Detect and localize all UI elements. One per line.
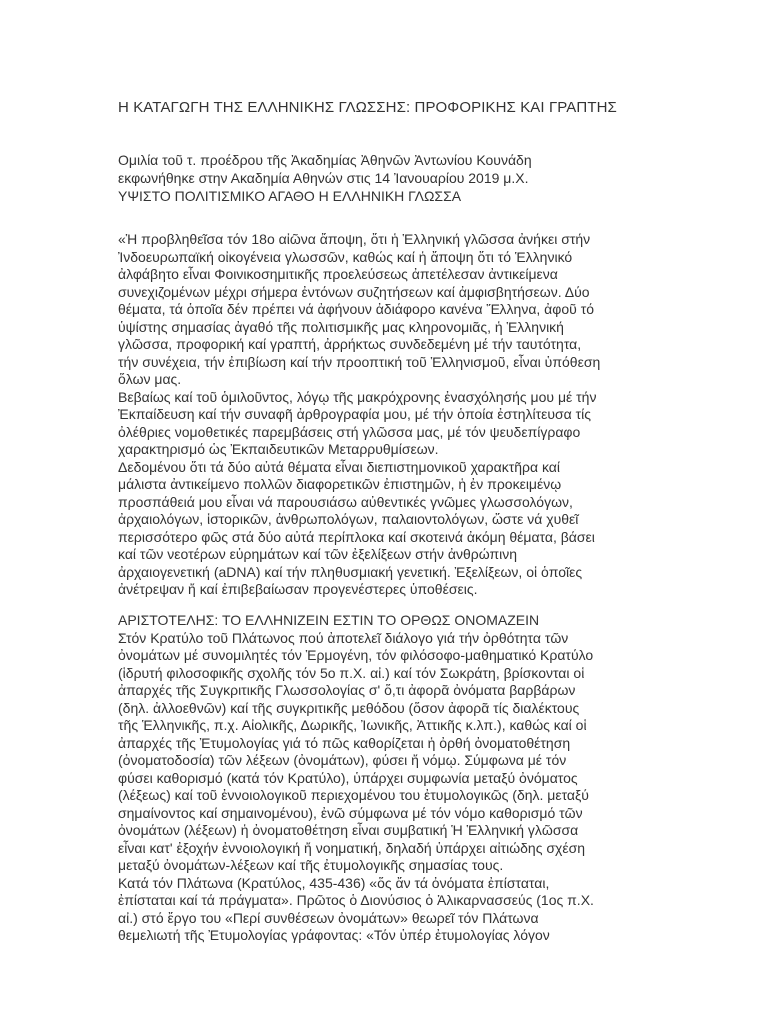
text-line: Στόν Κρατύλο τοῦ Πλάτωνος πού ἀποτελεῖ διάλογο γιά τήν ὀρθότητα τῶν xyxy=(118,629,569,646)
text-line: (ἱδρυτή φιλοσοφικῆς σχολῆς τόν 5ο π.Χ. αἰ.) καί τόν Σωκράτη, βρίσκονται οἱ xyxy=(118,664,585,681)
text-line: Ἰνδοευρωπαϊκή οἰκογένεια γλωσσῶν, καθώς καί ἡ ἄποψη ὅτι τό Ἑλληνικό xyxy=(118,248,573,265)
text-line: ἐπίσταται καί τά πράγματα». Πρῶτος ὁ Διονύσιος ὁ Ἁλικαρνασσεύς (1ος π.Χ. xyxy=(118,892,594,908)
text-line: καί τῶν νεοτέρων εὑρημάτων καί τῶν ἐξελίξεων στήν ἀνθρώπινη xyxy=(118,546,518,562)
text-line: χαρακτηρισμό ὡς Ἐκπαιδευτικῶν Μεταρρυθμίσεων. xyxy=(118,441,439,457)
text-line: ὀνομάτων (λέξεων) ἡ ὀνοματοθέτηση εἶναι συμβατική Ἡ Ἑλληνική γλῶσσα xyxy=(118,822,579,838)
text-line: (ὀνοματοδοσία) τῶν λέξεων (ὀνομάτων), φύσει ἤ νόμῳ. Σύμφωνα μέ τόν xyxy=(118,752,567,768)
text-line: εἶναι κατ' ἐξοχήν ἐννοιολογική ἤ νοηματική, δηλαδή ὑπάρχει αἰτιώδης σχέση xyxy=(118,839,586,856)
text-line: θεμελιωτή τῆς Ἐτυμολογίας γράφοντας: «Τόν ὑπέρ ἐτυμολογίας λόγον xyxy=(118,927,550,943)
intro-line: εκφωνήθηκε στην Ακαδημία Αθηνών στις 14 Ἰανουαρίου 2019 μ.Χ. xyxy=(118,170,529,186)
document-title: Η ΚΑΤΑΓΩΓΗ ΤΗΣ ΕΛΛΗΝΙΚΗΣ ΓΛΩΣΣΗΣ: ΠΡΟΦΟΡΙΚΗΣ ΚΑΙ ΓΡΑΠΤΗΣ xyxy=(118,99,617,116)
text-line: ἀλφάβητο εἶναι Φοινικοσημιτικῆς προελεύσεως ἀπετέλεσαν ἀντικείμενα xyxy=(118,266,558,282)
intro-subtitle: ΥΨΙΣΤΟ ΠΟΛΙΤΙΣΜΙΚΟ ΑΓΑΘΟ Η ΕΛΛΗΝΙΚΗ ΓΛΩΣΣΑ xyxy=(118,188,462,204)
text-line: μεταξύ ὀνομάτων-λέξεων καί τῆς ἐτυμολογικῆς σημασίας τους. xyxy=(118,857,504,873)
text-line: τήν συνέχεια, τήν ἐπιβίωση καί τήν προοπτική τοῦ Ἑλληνισμοῦ, εἶναι ὑπόθεση xyxy=(118,353,601,370)
text-line: (δηλ. ἀλλοεθνῶν) καί τῆς συγκριτικῆς μεθόδου (ὅσον ἀφορᾶ τίς διαλέκτους xyxy=(118,699,580,716)
text-line: Ἐκπαίδευση καί τήν συναφῆ ἀρθρογραφία μου, μέ τήν ὁποία ἐστηλίτευσα τίς xyxy=(118,406,592,422)
text-line: αἰ.) στό ἔργο του «Περί συνθέσεων ὀνομάτων» θεωρεῖ τόν Πλάτωνα xyxy=(118,909,539,926)
aristotle-section xyxy=(118,612,678,945)
text-line: ἀρχαιολόγων, ἱστορικῶν, ἀνθρωπολόγων, παλαιοντολόγων, ὥστε νά χυθεῖ xyxy=(118,511,579,527)
text-line: γλῶσσα, προφορική καί γραπτή, ἀρρήκτως συνδεδεμένη μέ τήν ταυτότητα, xyxy=(118,336,582,352)
text-line: ἀπαρχές τῆς Ἐτυμολογίας γιά τό πῶς καθορίζεται ἡ ὀρθή ὀνοματοθέτηση xyxy=(118,734,571,751)
intro-block xyxy=(118,151,678,205)
text-line: μάλιστα ἀντικείμενο πολλῶν διαφορετικῶν ἐπιστημῶν, ἡ ἐν προκειμένῳ xyxy=(118,476,562,492)
text-line: ὑψίστης σημασίας ἀγαθό τῆς πολιτισμικῆς μας κληρονομιᾶς, ἡ Ἑλληνική xyxy=(118,318,564,335)
text-line: ὀνομάτων μέ συνομιλητές τόν Ἑρμογένη, τόν φιλόσοφο-μαθηματικό Κρατύλο xyxy=(118,647,594,663)
text-line: θέματα, τά ὁποῖα δέν πρέπει νά ἀφήνουν ἀδιάφορο κανένα Ἕλληνα, ἀφοῦ τό xyxy=(118,301,595,317)
text-line: (λέξεως) καί τοῦ ἐννοιολογικοῦ περιεχομένου του ἐτυμολογικῶς (δηλ. μεταξύ xyxy=(118,787,589,803)
text-line: Κατά τόν Πλάτωνα (Κρατύλος, 435-436) «ὅς ἄν τά ὀνόματα ἐπίσταται, xyxy=(118,874,550,891)
text-line: ἀπαρχές τῆς Συγκριτικῆς Γλωσσολογίας σ' ὅ,τι ἀφορᾶ ὀνόματα βαρβάρων xyxy=(118,682,576,698)
text-line: ὀλέθριες νομοθετικές παρεμβάσεις στή γλῶσσα μας, μέ τόν ψευδεπίγραφο xyxy=(118,423,581,440)
text-line: ὅλων μας. xyxy=(118,371,182,387)
text-line: ἀρχαιογενετική (aDNA) καί τήν πληθυσμιακή γενετική. Ἐξελίξεων, οἱ ὁποῖες xyxy=(118,563,583,580)
text-line: Βεβαίως καί τοῦ ὁμιλοῦντος, λόγῳ τῆς μακρόχρονης ἐνασχόλησής μου μέ τήν xyxy=(118,388,597,405)
text-line: προσπάθειά μου εἶναι νά παρουσιάσω αὐθεντικές γνῶμες γλωσσολόγων, xyxy=(118,493,573,510)
section-heading: ΑΡΙΣΤΟΤΕΛΗΣ: ΤΟ ΕΛΛΗΝΙΖΕΙΝ ΕΣΤΙΝ ΤΟ ΟΡΘΩΣ ΟΝΟΜΑΖΕΙΝ xyxy=(118,612,540,628)
text-line: ἀνέτρεψαν ἤ καί ἐπιβεβαίωσαν προγενέστερες ὑποθέσεις. xyxy=(118,581,478,597)
text-line: συνεχιζομένων μέχρι σήμερα ἐντόνων συζητήσεων καί ἀμφισβητήσεων. Δύο xyxy=(118,283,590,300)
quote-paragraphs xyxy=(118,231,678,599)
text-line: τῆς Ἑλληνικῆς, π.χ. Αἰολικῆς, Δωρικῆς, Ἰωνικῆς, Ἀττικῆς κ.λπ.), καθώς καί οἱ xyxy=(118,717,587,733)
intro-line: Ομιλία τοῦ τ. προέδρου τῆς Ἀκαδημίας Ἀθηνῶν Ἀντωνίου Κουνάδη xyxy=(118,152,532,168)
text-line: φύσει καθορισμό (κατά τόν Κρατύλο), ὑπάρχει συμφωνία μεταξύ ὀνόματος xyxy=(118,769,578,786)
text-line: περισσότερο φῶς στά δύο αὐτά περίπλοκα καί σκοτεινά ἀκόμη θέματα, βάσει xyxy=(118,528,595,545)
text-line: Δεδομένου ὅτι τά δύο αὐτά θέματα εἶναι διεπιστημονικοῦ χαρακτῆρα καί xyxy=(118,458,560,475)
text-line: σημαίνοντος καί σημαινομένου), ἐνῶ σύμφωνα μέ τόν νόμο καθορισμό τῶν xyxy=(118,804,583,821)
text-line: «Ἡ προβληθεῖσα τόν 18ο αἰῶνα ἄποψη, ὅτι ἡ Ἑλληνική γλῶσσα ἀνήκει στήν xyxy=(118,231,591,247)
